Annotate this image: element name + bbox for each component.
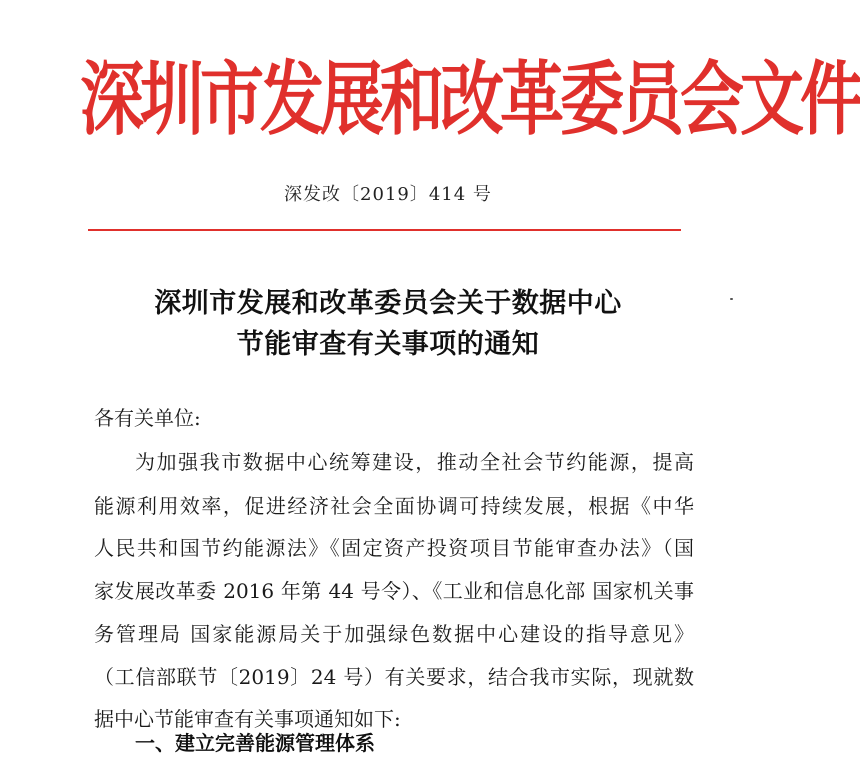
notice-title-line-2: 节能审查有关事项的通知 xyxy=(236,329,540,360)
body-line: 家发展改革委 2016 年第 44 号令）、《工业和信息化部 国家机关事 xyxy=(94,579,694,603)
body-line: 务管理局 国家能源局关于加强绿色数据中心建设的指导意见》 xyxy=(94,622,694,646)
body-line: 为加强我市数据中心统筹建设，推动全社会节约能源，提高 xyxy=(135,450,694,474)
salutation: 各有关单位: xyxy=(94,406,201,430)
body-line: 能源利用效率，促进经济社会全面协调可持续发展，根据《中华 xyxy=(94,494,694,518)
section-heading: 一、建立完善能源管理体系 xyxy=(135,731,375,755)
scan-speck xyxy=(730,298,733,300)
document-number: 深发改〔2019〕414 号 xyxy=(284,184,492,205)
notice-title-line-1: 深圳市发展和改革委员会关于数据中心 xyxy=(154,288,622,319)
masthead-title: 深圳市发展和改革委员会文件 xyxy=(80,54,860,147)
red-divider-line xyxy=(88,229,681,231)
body-line: （工信部联节〔2019〕24 号）有关要求，结合我市实际，现就数 xyxy=(94,665,694,689)
body-line: 据中心节能审查有关事项通知如下: xyxy=(94,707,401,731)
body-line: 人民共和国节约能源法》《固定资产投资项目节能审查办法》（国 xyxy=(94,536,694,560)
